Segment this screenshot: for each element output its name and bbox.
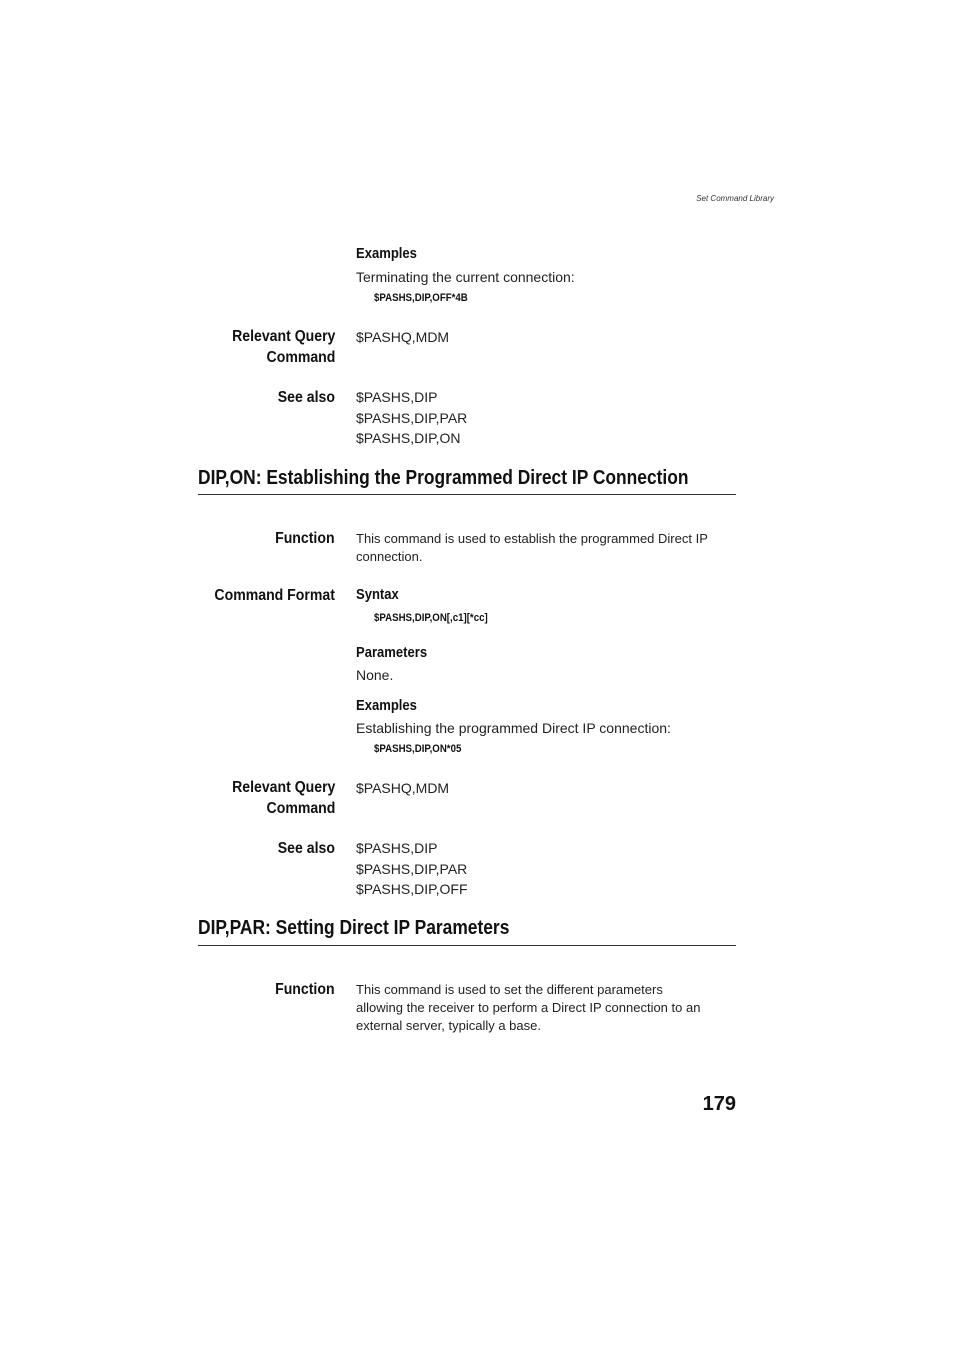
parameters-text: None.: [356, 667, 394, 683]
relevant-query-label-line1: Relevant Query: [231, 328, 335, 345]
see-also-item: $PASHS,DIP,PAR: [356, 409, 468, 426]
see-also-item: $PASHS,DIP: [356, 389, 438, 405]
parameters-heading: Parameters: [356, 645, 428, 661]
function-label: Function: [275, 981, 335, 998]
see-also-list: [356, 387, 467, 449]
relevant-query-value: $PASHQ,MDM: [356, 780, 450, 796]
relevant-query-label-line2: Command: [266, 349, 335, 366]
syntax-code: $PASHS,DIP,ON[,c1][*cc]: [374, 612, 488, 624]
command-format-label: Command Format: [214, 587, 335, 604]
examples-heading: Examples: [356, 698, 417, 714]
section-rule: [198, 494, 736, 495]
function-line: external server, typically a base.: [356, 1018, 541, 1033]
examples-code: $PASHS,DIP,OFF*4B: [374, 292, 468, 304]
section-rule: [198, 945, 736, 946]
examples-description: Terminating the current connection:: [356, 269, 575, 285]
examples-code: $PASHS,DIP,ON*05: [374, 743, 462, 755]
examples-heading: Examples: [356, 246, 417, 262]
relevant-query-label: [232, 777, 335, 819]
examples-description: Establishing the programmed Direct IP connection:: [356, 720, 671, 736]
page-number: 179: [702, 1093, 736, 1115]
relevant-query-label-line1: Relevant Query: [231, 779, 335, 796]
see-also-label: See also: [277, 840, 335, 857]
see-also-item: $PASHS,DIP: [356, 840, 438, 856]
function-description: [356, 530, 741, 566]
see-also-item: $PASHS,DIP,PAR: [356, 860, 468, 877]
section-heading-dip-on: DIP,ON: Establishing the Programmed Direct IP Connection: [198, 467, 689, 489]
function-label: Function: [275, 530, 335, 547]
running-head: Set Command Library: [696, 194, 774, 203]
see-also-list: [356, 838, 468, 900]
function-line: This command is used to establish the programmed Direct IP: [356, 531, 708, 546]
function-description: [356, 981, 741, 1035]
relevant-query-label-line2: Command: [266, 800, 335, 817]
function-line: This command is used to set the different parameters: [356, 982, 663, 997]
section-heading-dip-par: DIP,PAR: Setting Direct IP Parameters: [198, 917, 510, 939]
function-line: allowing the receiver to perform a Direct IP connection to an: [356, 1000, 701, 1015]
see-also-label: See also: [277, 389, 335, 406]
see-also-item: $PASHS,DIP,OFF: [356, 881, 468, 897]
relevant-query-value: $PASHQ,MDM: [356, 329, 450, 345]
relevant-query-label: [232, 326, 335, 368]
syntax-heading: Syntax: [356, 587, 399, 603]
see-also-item: $PASHS,DIP,ON: [356, 430, 461, 446]
function-line: connection.: [356, 549, 423, 564]
